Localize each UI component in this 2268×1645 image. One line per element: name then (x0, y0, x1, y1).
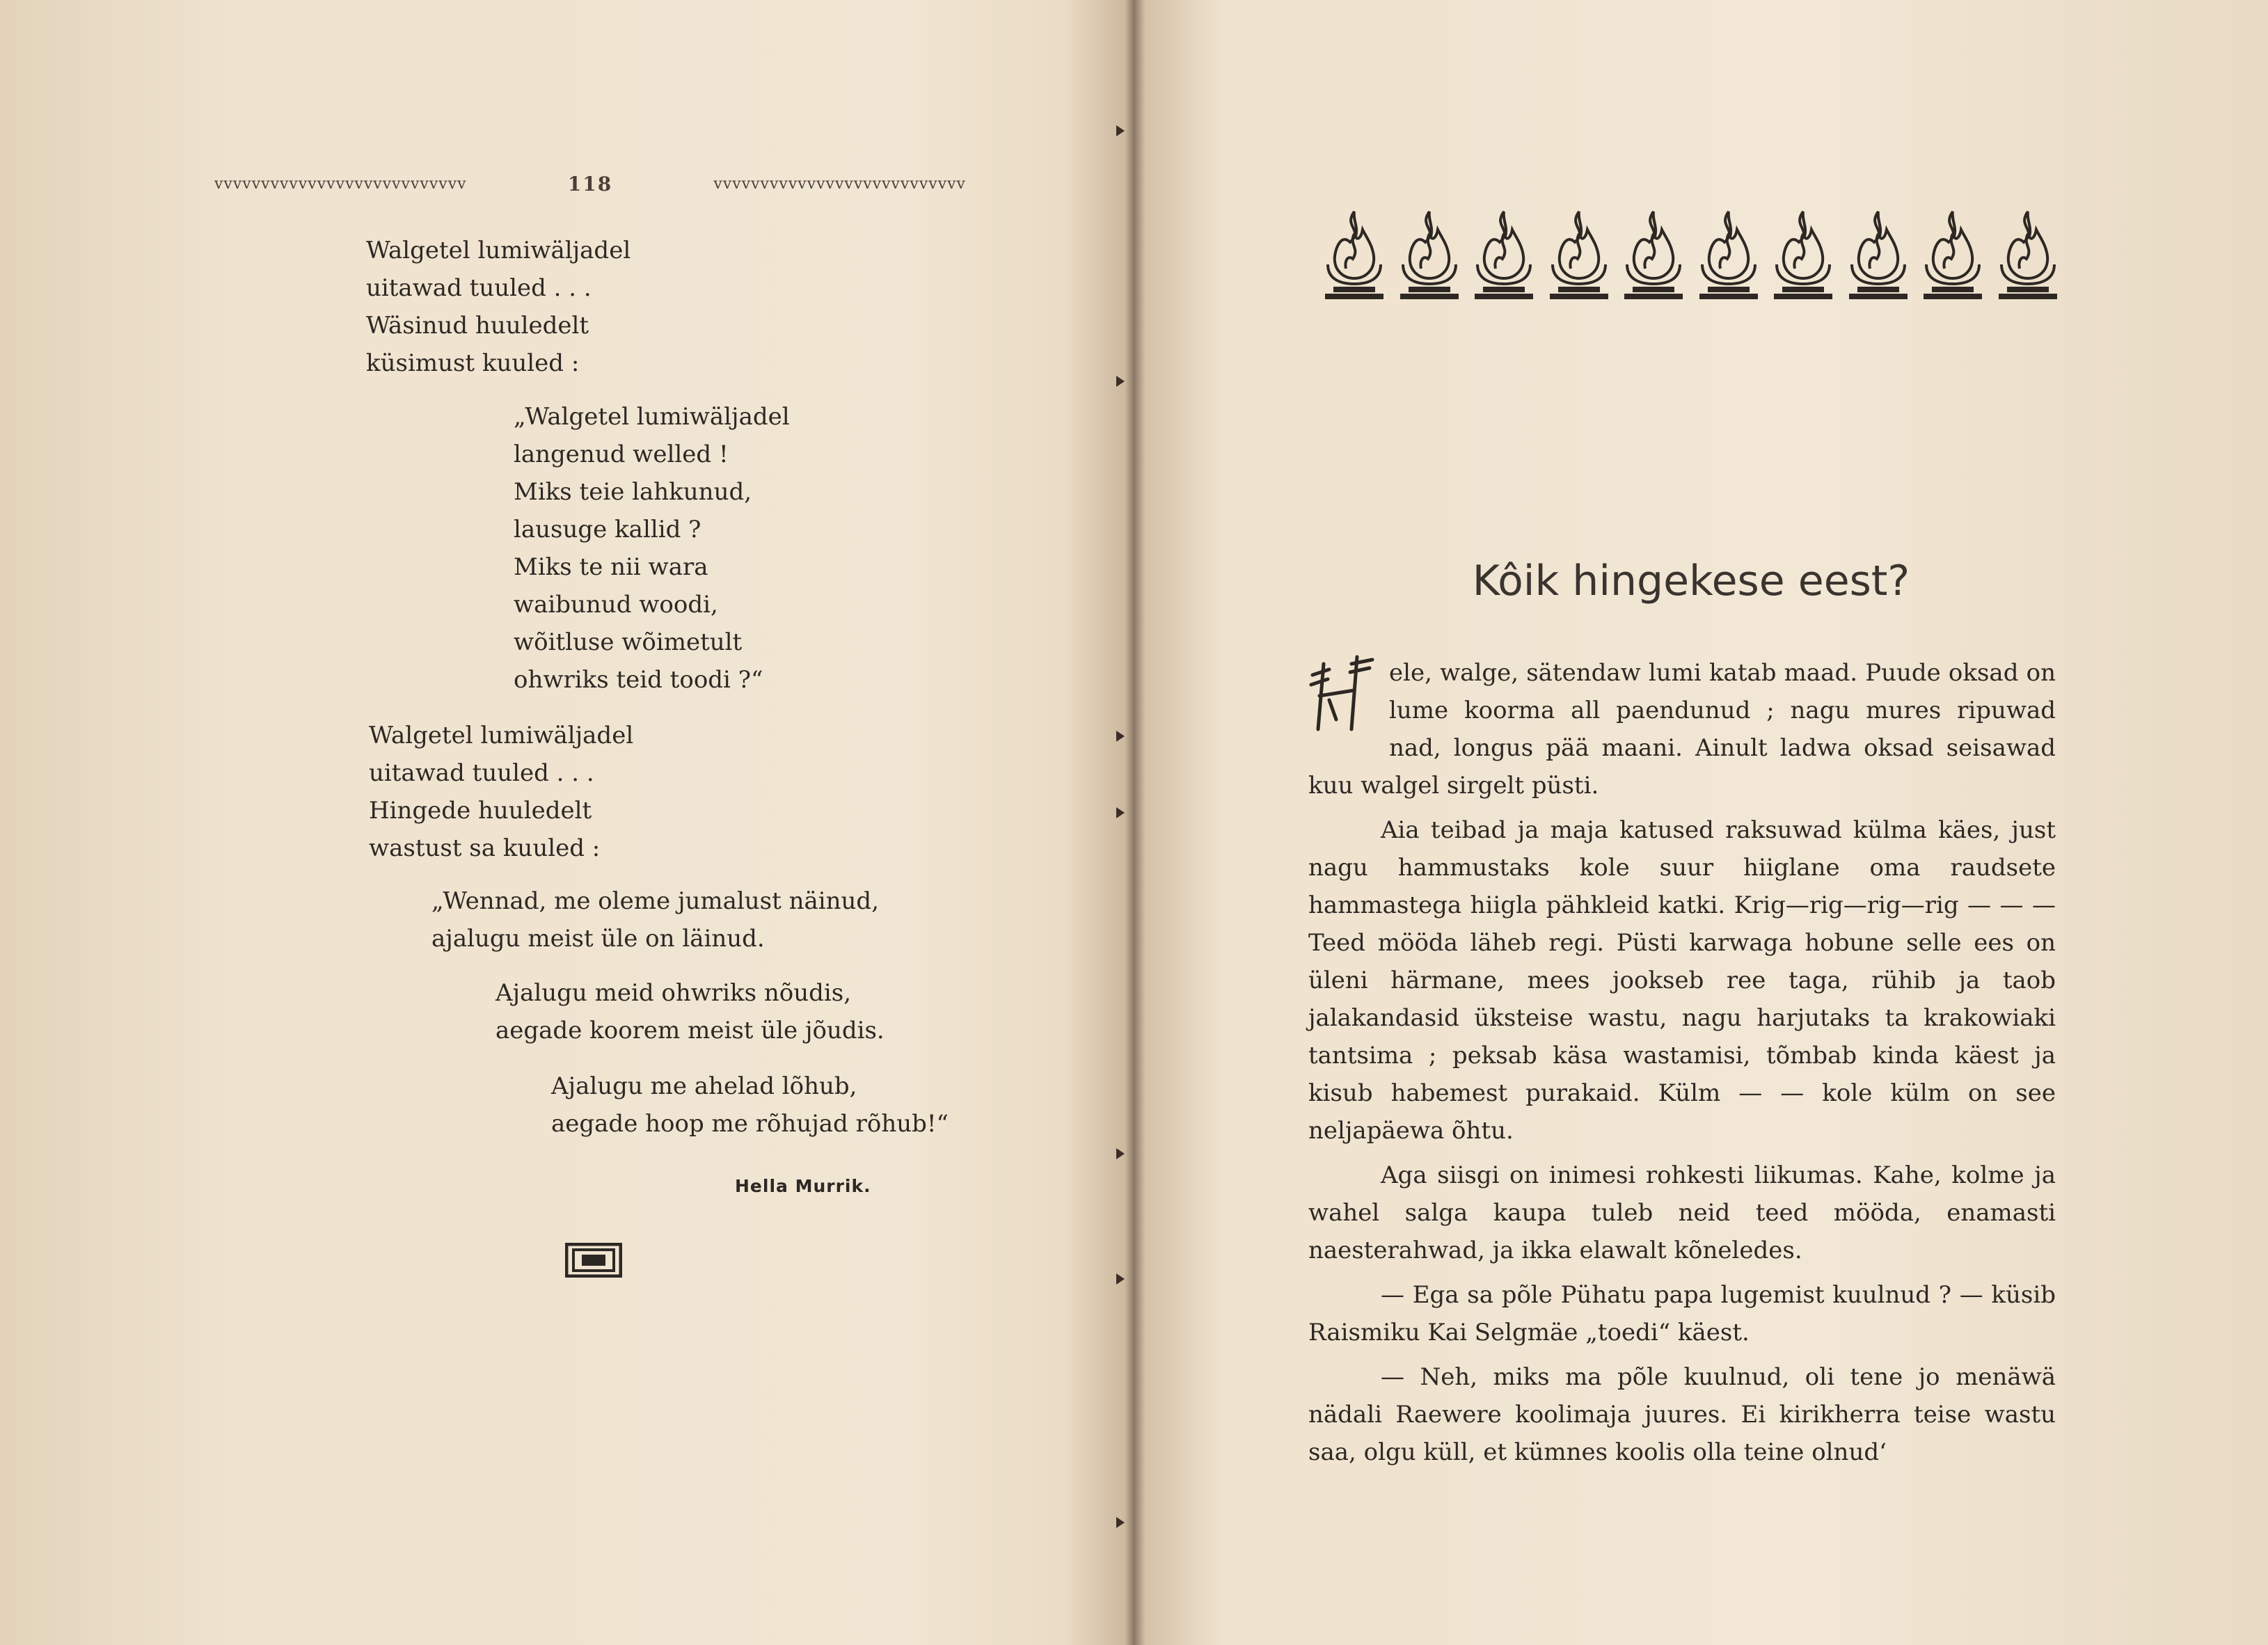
stanza-4 (431, 882, 879, 957)
chapter-title: Kôik hingekese eest? (1472, 557, 1910, 605)
verse-line: wõitluse wõimetult (514, 628, 743, 656)
verse-line: „Wennad, me oleme jumalust näinud, (431, 887, 879, 915)
verse-line: ohwriks teid toodi ?“ (514, 666, 763, 694)
drop-cap-h-icon (1308, 654, 1381, 733)
verse-line: uitawad tuuled . . . (366, 274, 592, 302)
verse-line: Walgetel lumiwäljadel (366, 237, 631, 264)
paragraph: Aia teibad ja maja katused raksuwad külma käes, just nagu hammustaks kole suur hiiglane oma raudsete hammastega hiigla pähkleid katki. Krig—rig—rig—rig — — — Teed mööda läheb regi. Püsti karwaga hobune selle ees on üleni härmane, mees jookseb ree taga, rühib ja taob jalakandasid üksteise wastu, nagu harjutaks ta krakowiaki tantsima ; peksab käsa wastamisi, tõmbab kinda käest ja kisub habemest purakaid. Külm — — kole külm on see neljapäewa õhtu. (1308, 816, 2056, 1145)
paragraph: Aga siisgi on inimesi rohkesti liikumas. Kahe, kolme ja wahel salga kaupa tuleb neid teed mööda, enamasti naesterahwad, ja ikka elawalt kõneledes. (1308, 1161, 2056, 1264)
stanza-5 (495, 974, 885, 1049)
verse-line: langenud welled ! (514, 440, 729, 468)
paragraph: — Neh, miks ma põle kuulnud, oli tene jo menäwä nädali Raewere koolimaja juures. Ei kirikherra teise wastu saa, olgu küll, et kümnes koolis olla teine olnud‘ (1308, 1363, 2056, 1466)
verse-line: „Walgetel lumiwäljadel (514, 403, 790, 431)
verse-line: waibunud woodi, (514, 591, 718, 619)
stanza-3 (369, 717, 633, 867)
header-ornament-left: vvvvvvvvvvvvvvvvvvvvvvvvvvv (214, 175, 467, 193)
verse-line: Miks te nii wara (514, 553, 708, 581)
verse-line: aegade koorem meist üle jõudis. (495, 1017, 885, 1044)
binding-stitches-icon (1113, 0, 1127, 1645)
verse-line: Walgetel lumiwäljadel (369, 722, 634, 749)
verse-line: ajalugu meist üle on läinud. (431, 925, 765, 953)
verse-line: Miks teie lahkunud, (514, 478, 752, 506)
flame-ornament-icon (1921, 206, 1985, 303)
flame-ornament-icon (1697, 206, 1761, 303)
verse-line: Ajalugu me ahelad lõhub, (551, 1072, 857, 1100)
verse-line: aegade hoop me rõhujad rõhub!“ (551, 1110, 949, 1138)
stanza-1 (366, 232, 631, 382)
verse-line: wastust sa kuuled : (369, 834, 601, 862)
flame-ornament-icon (1322, 206, 1386, 303)
stanza-2 (514, 398, 790, 699)
page-number: 118 (567, 173, 613, 196)
end-ornament-icon (565, 1243, 622, 1278)
flame-ornament-icon (1771, 206, 1835, 303)
left-page (0, 0, 1120, 1645)
paragraph: — Ega sa põle Pühatu papa lugemist kuulnud ? — küsib Raismiku Kai Selgmäe „toedi“ käest. (1308, 1281, 2056, 1346)
verse-line: küsimust kuuled : (366, 349, 580, 377)
paragraph-text: ele, walge, sätendaw lumi katab maad. Puude oksad on lume koorma all paendunud ; nagu mures ripuwad nad, longus pää maani. Ainult ladwa oksad seisawad kuu walgel sirgelt püsti. (1308, 659, 2056, 800)
flame-ornament-icon (1846, 206, 1910, 303)
author-signature: Hella Murrik. (735, 1176, 871, 1196)
paragraph (1308, 654, 2056, 804)
flame-ornament-icon (1996, 206, 2060, 303)
verse-line: Wäsinud huuledelt (366, 312, 589, 340)
flame-ornament-icon (1547, 206, 1611, 303)
flame-ornament-row (1322, 206, 2060, 303)
verse-line: Hingede huuledelt (369, 797, 592, 825)
flame-ornament-icon (1397, 206, 1461, 303)
header-ornament-right: vvvvvvvvvvvvvvvvvvvvvvvvvvv (713, 175, 966, 193)
verse-line: uitawad tuuled . . . (369, 759, 594, 787)
flame-ornament-icon (1472, 206, 1536, 303)
stanza-6 (551, 1067, 949, 1143)
verse-line: lausuge kallid ? (514, 516, 701, 543)
flame-ornament-icon (1621, 206, 1686, 303)
running-header (214, 173, 966, 196)
story-body (1308, 654, 2056, 1478)
verse-line: Ajalugu meid ohwriks nõudis, (495, 979, 852, 1007)
